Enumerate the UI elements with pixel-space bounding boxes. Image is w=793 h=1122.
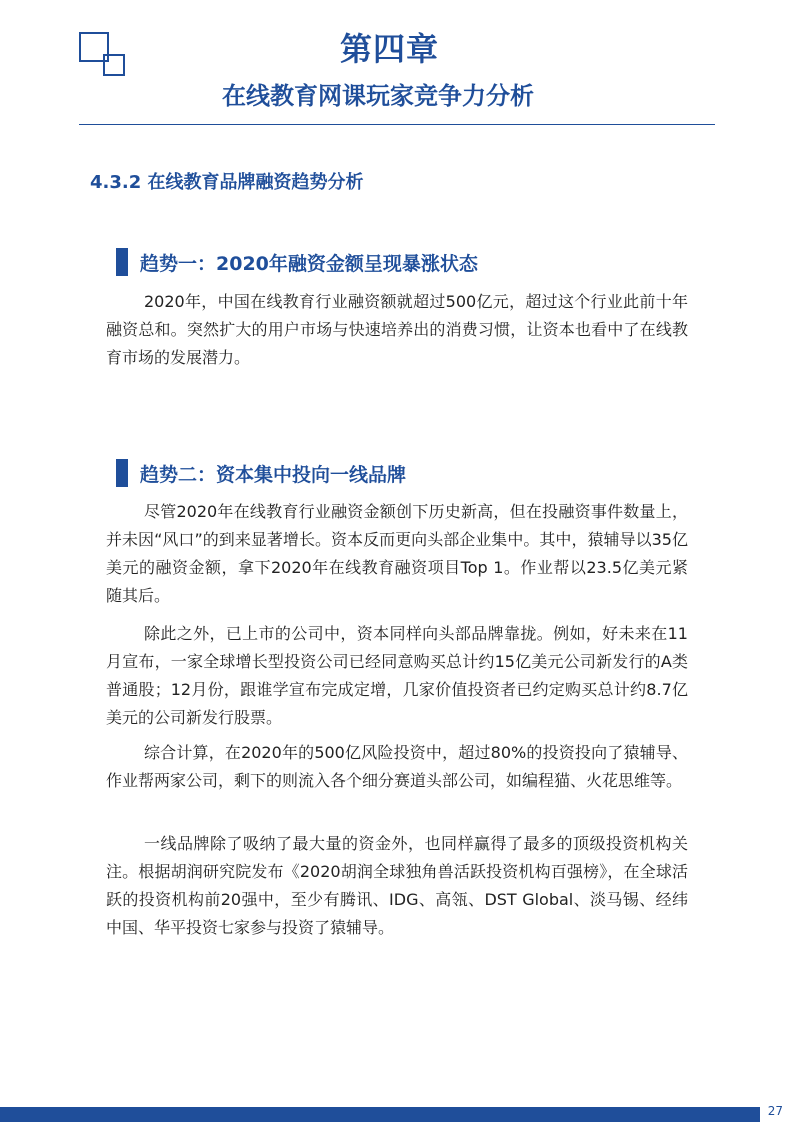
trend-two-paragraph-1: 尽管2020年在线教育行业融资金额创下历史新高，但在投融资事件数量上，并未因“风口”的到来显著增长。资本反而更向头部企业集中。其中，猿辅导以35亿美元的融资金额，拿下2020年在线教育融资项目Top 1。作业帮以23.5亿美元紧随其后。 [106,502,688,605]
chapter-title: 在线教育网课玩家竞争力分析 [222,82,534,110]
chapter-number: 第四章 [340,30,440,68]
trend-two-title: 趋势二：资本集中投向一线品牌 [140,463,407,486]
trend-two-paragraph-2: 除此之外，已上市的公司中，资本同样向头部品牌靠拢。例如，好未来在11月宣布，一家全球增长型投资公司已经同意购买总计约15亿美元公司新发行的A类普通股；12月份，跟谁学宣布完成定增，几家价值投资者已约定购买总计约8.7亿美元的公司新发行股票。 [106,624,688,727]
trend-one-heading [116,247,478,277]
heading-marker [116,248,128,276]
page-number: 27 [767,1104,783,1118]
trend-two-heading [116,458,406,488]
chapter-logo-icon [79,32,129,78]
header-divider [79,124,715,125]
heading-marker [116,459,128,487]
footer-bar [0,1107,760,1122]
trend-one-paragraph: 2020年，中国在线教育行业融资额就超过500亿元，超过这个行业此前十年融资总和。突然扩大的用户市场与快速培养出的消费习惯，让资本也看中了在线教育市场的发展潜力。 [106,292,688,367]
logo-square-small [103,54,125,76]
section-heading: 4.3.2 在线教育品牌融资趋势分析 [90,172,364,193]
trend-two-paragraph-4: 一线品牌除了吸纳了最大量的资金外，也同样赢得了最多的顶级投资机构关注。根据胡润研究院发布《2020胡润全球独角兽活跃投资机构百强榜》，在全球活跃的投资机构前20强中，至少有腾讯、IDG、高瓴、DST Global、淡马锡、经纬中国、华平投资七家参与投资了猿辅导。 [106,834,688,937]
trend-two-paragraph-3: 综合计算，在2020年的500亿风险投资中，超过80%的投资投向了猿辅导、作业帮两家公司，剩下的则流入各个细分赛道头部公司，如编程猫、火花思维等。 [106,743,688,790]
trend-one-title: 趋势一：2020年融资金额呈现暴涨状态 [140,252,478,275]
